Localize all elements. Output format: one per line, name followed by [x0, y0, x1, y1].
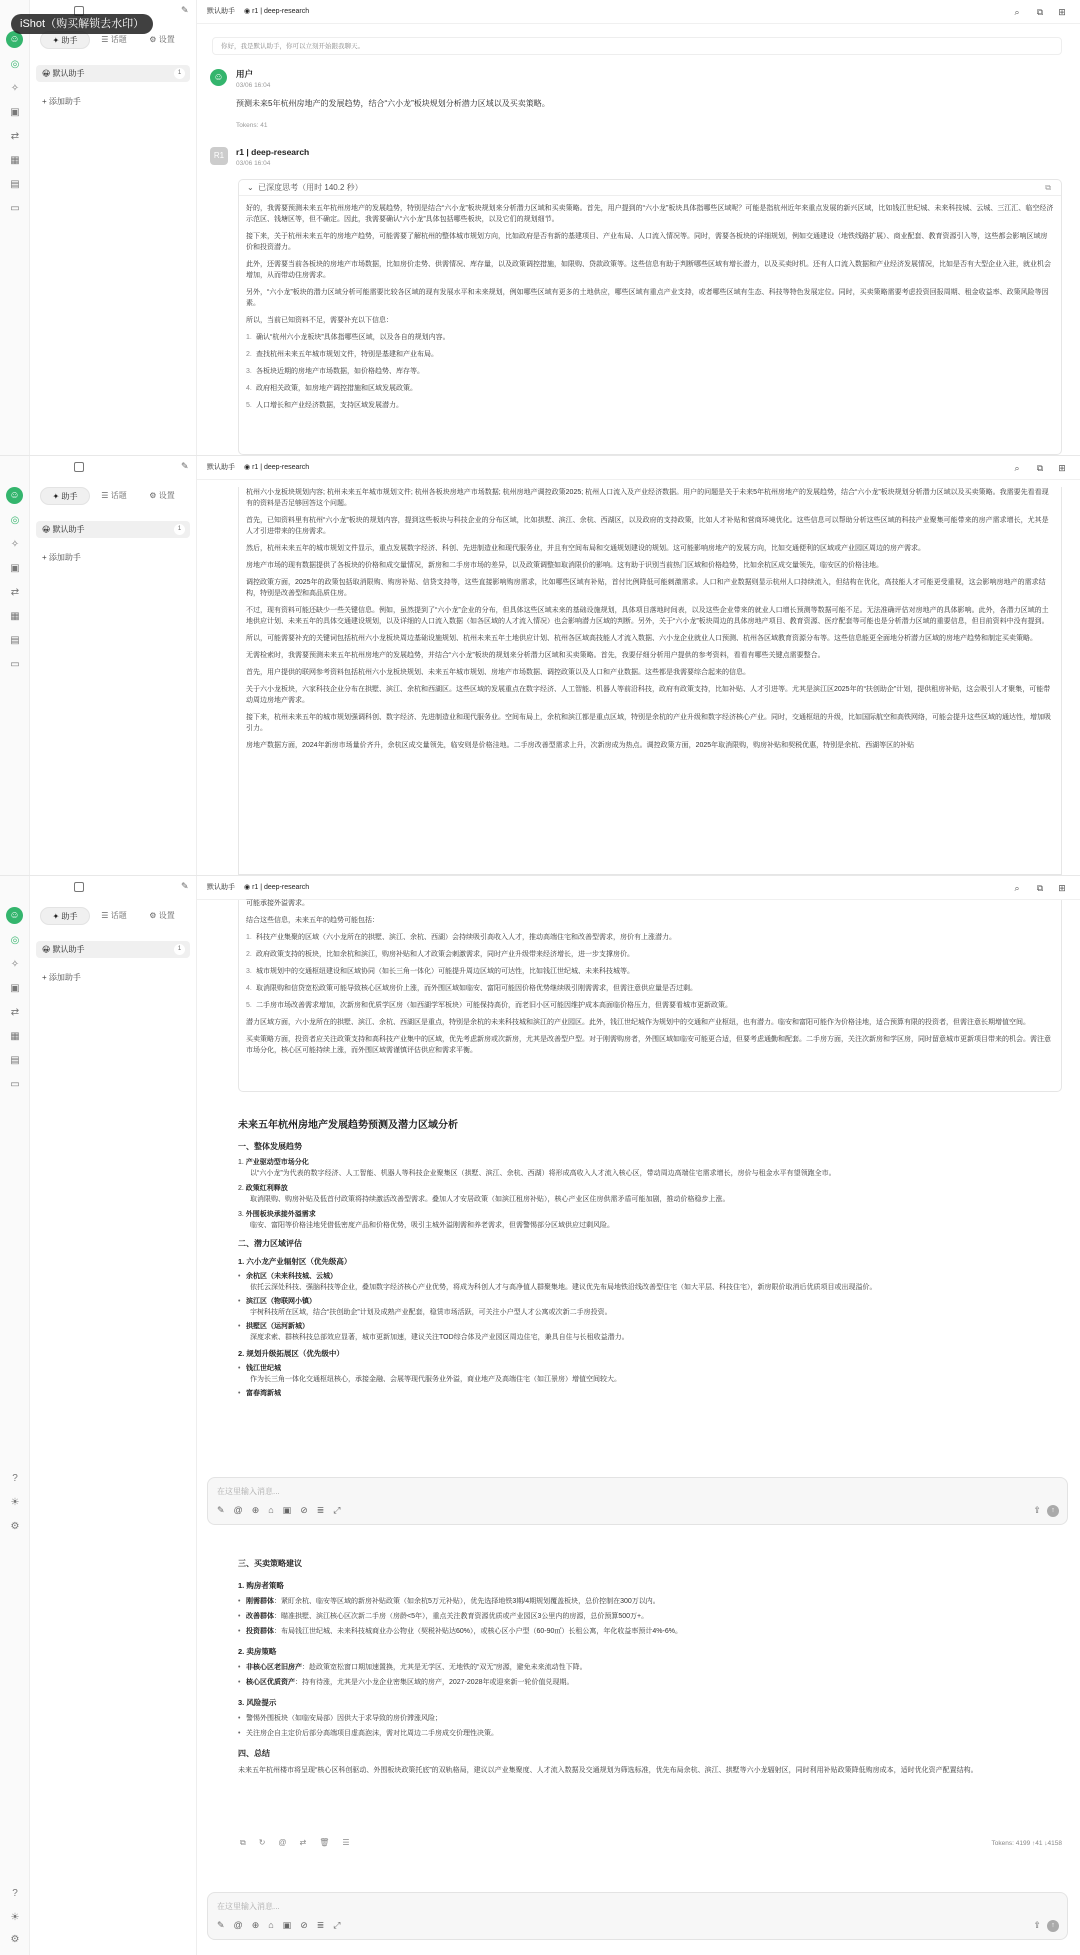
think-para: 所以，当前已知资料不足，需要补充以下信息：: [246, 317, 393, 324]
edit-icon[interactable]: ✎: [181, 881, 189, 891]
apps-icon[interactable]: ▦: [10, 611, 20, 622]
greeting-banner: 你好，我是默认助手，你可以立刻开始跟我聊天。: [212, 37, 1062, 55]
mention-icon[interactable]: @: [233, 1919, 243, 1930]
grid-icon[interactable]: ⊞: [1058, 7, 1066, 17]
edit-icon[interactable]: ✎: [181, 5, 189, 15]
translate-input-icon[interactable]: ⇪: [1033, 1919, 1041, 1930]
sparkle-icon[interactable]: ✧: [10, 83, 20, 94]
assistant-count-badge: 1: [174, 944, 185, 955]
regenerate-icon[interactable]: ↻: [258, 1838, 266, 1847]
image-upload-icon[interactable]: ▣: [282, 1504, 292, 1515]
list-item: • 富春湾新城: [238, 1388, 1062, 1399]
list-item-desc: 依托云深处科技、强脑科技等企业，叠加数字经济核心产业优势，将成为科创人才与高净值人群聚集地。建议优先布局地铁沿线改善型住宅（如大平层、科技住宅），新房限价取消后优质项目或出现溢价。: [250, 1284, 877, 1291]
list-item: • 核心区优质资产：持有待涨，尤其是六小龙企业密集区域的房产，2027-2028年或迎来新一轮价值兑现期。: [238, 1677, 1062, 1688]
sparkle-icon[interactable]: ✧: [10, 959, 20, 970]
tab-assistant[interactable]: ✦ 助手: [40, 31, 90, 49]
folder-icon[interactable]: ▭: [10, 203, 20, 214]
copy-icon[interactable]: ⧉: [1045, 183, 1051, 192]
sparkle-icon[interactable]: ✧: [10, 539, 20, 550]
files-icon[interactable]: ▤: [10, 179, 20, 190]
think-para: 不过，现有资料可能还缺少一些关键信息。例如，虽然提到了“六小龙”企业的分布，但具体这些区域未来的基础设施规划，具体项目落地时间表，以及这些企业带来的就业人口增长预测等数据可能不足。无法准确评估对房地产的具体影响。此外，各潜力区域的土地供应计划、未来五年的具体交通建设规划，以及详细的人口流入数据（如各区域的人才流入情况）也会影响潜力区域的判断。另外，关于“六小龙”板块周边的具体房地产项目、教育资源、医疗配套等可能也是分析潜力区域的重要信息，但目前资料中没有提到。: [246, 607, 1049, 625]
list-item: • 余杭区（未来科技城、云城）: [238, 1271, 1062, 1282]
list-item: • 非核心区老旧房产：趁政策宽松窗口期加速置换，尤其是无学区、无地铁的“双无”房源，避免未来流动性下降。: [238, 1662, 1062, 1673]
user-avatar-icon[interactable]: ☺: [6, 907, 23, 924]
sidebar-tabs: [40, 487, 186, 505]
thinking-box-continued: [238, 487, 1062, 875]
list-item: • 投资群体：布局钱江世纪城、未来科技城商业办公物业（契税补贴达60%），或核心区小户型（60-90㎡）长租公寓，年化收益率预计4%-6%。: [238, 1626, 1062, 1637]
user-avatar-icon[interactable]: ☺: [6, 31, 23, 48]
list-item: 5. 人口增长和产业经济数据，支持区域发展潜力。: [246, 402, 403, 409]
think-para: 首先，已知资料里有杭州“六小龙”板块的规划内容，提到这些板块与科技企业的分布区域，比如拱墅、滨江、余杭、西湖区，以及政府的支持政策，比如人才补贴和营商环境优化。这些信息可以帮助分析这些区域的科技产业聚集可能带来的房产需求增长，尤其是人才引进带来的住房需求。: [246, 517, 1049, 535]
watermark-badge: iShot（购买解锁去水印）: [11, 14, 153, 34]
bot-name: r1 | deep-research: [236, 147, 310, 157]
search-icon[interactable]: ⌕: [1014, 883, 1020, 893]
header-assistant[interactable]: 默认助手: [207, 884, 235, 891]
list-item: • 警惕外围板块（如临安局部）因供大于求导致的房价滞涨风险；: [238, 1713, 1062, 1724]
list-item: 2. 政策红利释放: [238, 1185, 288, 1192]
thinking-box: [238, 179, 1062, 455]
sidebar-tabs: [40, 907, 186, 925]
tab-settings[interactable]: ⚙ 设置: [149, 35, 175, 44]
layout-icon[interactable]: ⧉: [1036, 883, 1044, 893]
input-toolbar: [217, 1919, 340, 1933]
files-icon[interactable]: ▤: [10, 1055, 20, 1066]
list-item: • 拱墅区（运河新城）: [238, 1321, 1062, 1332]
think-para: 可能承接外溢需求。: [246, 900, 309, 907]
think-para: 关于六小龙板块，六家科技企业分布在拱墅、滨江、余杭和西湖区。这些区域的发展重点在数字经济、人工智能、机器人等前沿科技，政府有政策支持，比如补贴、人才引进等。尤其是滨江区2025年的“扶创助企”计划，提供租房补贴，这会吸引人才聚集，可能带动周边房地产需求。: [246, 686, 1051, 704]
quick-phrase-icon[interactable]: ≣: [316, 1504, 325, 1515]
list-item: 4. 取消限购和信贷宽松政策可能导致核心区域房价上涨，而外围区域如临安、富阳可能因价格优势继续吸引刚需需求，但需注意供应量是否过剩。: [246, 985, 697, 992]
list-item: • 改善群体：瞄准拱墅、滨江核心区次新二手房（房龄<5年），重点关注教育资源优质或产业园区3公里内的房源，总价预算500万+。: [238, 1611, 1062, 1622]
expand-icon[interactable]: ⤢: [333, 1504, 341, 1515]
assistant-sidebar: [30, 0, 197, 455]
message-input-box[interactable]: [207, 1477, 1068, 1525]
help-icon[interactable]: ?: [12, 1473, 18, 1484]
user-message-avatar: ☺: [210, 69, 227, 86]
theme-icon[interactable]: ☀: [10, 1497, 20, 1508]
expand-icon[interactable]: ⤢: [333, 1919, 341, 1930]
bot-time: 03/06 16:04: [236, 160, 271, 167]
subsection-heading: 3. 风险提示: [238, 1698, 277, 1707]
settings-icon[interactable]: ⚙: [10, 1934, 20, 1945]
think-para: 接下来，杭州未来五年的城市规划强调科创、数字经济、先进制造业和现代服务业。空间布局上，余杭和滨江都是重点区域，特别是余杭的产业升级和数字经济核心产业。同时，交通枢纽的升级，比如国际航空和高铁网络，可能会提升这些区域的通达性，增加吸引力。: [246, 714, 1051, 732]
summary-text: 未来五年杭州楼市将呈现“核心区科创驱动、外围板块政策托底”的双轨格局，建议以产业集聚度、人才流入数据及交通规划为筛选标准，优先布局余杭、滨江、拱墅等六小龙辐射区，同时利用补贴政策降低购房成本，适时优化资产配置结构。: [238, 1767, 978, 1774]
tab-topics[interactable]: ☰ 话题: [101, 491, 127, 500]
think-para: 首先，用户提供的联网参考资料包括杭州六小龙板块规划、未来五年城市规划、房地产市场数据、调控政策以及人口和产业数据。这些都是我需要综合起来的信息。: [246, 669, 750, 676]
answer-tokens: Tokens: 4199 ↑41 ↓4158: [991, 1840, 1062, 1847]
think-para: 潜力区域方面，六小龙所在的拱墅、滨江、余杭、西湖区是重点，特别是余杭的未来科技城和滨江的产业园区。此外，钱江世纪城作为规划中的交通和产业枢纽，也有潜力。临安和富阳可能作为价格洼地，适合预算有限的投资者，但需注意长期增值空间。: [246, 1019, 1030, 1026]
think-para: 所以，可能需要补充的关键词包括杭州六小龙板块周边基础设施规划、杭州未来五年土地供应计划、杭州各区域高技能人才流入数据、六小龙企业就业人口预测、杭州各区域教育资源分布等。这些信息能更全面地分析潜力区域的房地产趋势和制定买卖策略。: [246, 635, 1037, 642]
tab-assistant[interactable]: ✦ 助手: [40, 487, 90, 505]
list-item: 2. 查找杭州未来五年城市规划文件，特别是基建和产业布局。: [246, 351, 438, 358]
model-selector[interactable]: ◉ r1 | deep-research: [244, 884, 310, 891]
translate-icon[interactable]: ⇄: [10, 1007, 20, 1018]
list-item: • 滨江区（物联网小镇）: [238, 1296, 1062, 1307]
delete-icon[interactable]: 🗑: [319, 1838, 330, 1847]
think-para: 杭州六小龙板块规划内容; 杭州未来五年城市规划文件; 杭州各板块房地产市场数据; 杭州房地产调控政策2025; 杭州人口流入及产业经济数据。用户的问题是关于未来5年杭州房地产的发展趋势，结合“六小龙”板块规划分析潜力区域以及买卖策略。我需要先看看现有的资料是否足够回答这个问题。: [246, 489, 1049, 507]
think-para: 房地产数据方面，2024年新房市场量价齐升，余杭区成交量领先，临安则是价格洼地。二手房改善型需求上升，次新房成为热点。调控政策方面，2025年取消限购，购房补贴和契税优惠，特别是余杭、西湖等区的补贴: [246, 742, 915, 749]
assistant-name: 默认助手: [52, 525, 85, 534]
more-icon[interactable]: ☰: [342, 1838, 350, 1847]
list-item: 5. 二手房市场改善需求增加，次新房和优质学区房（如西湖学军板块）可能保持高价，而老旧小区可能因维护成本高面临价格压力，但需要看城市更新政策。: [246, 1002, 732, 1009]
search-icon[interactable]: ⌕: [1014, 7, 1020, 17]
message-input-box[interactable]: [207, 1892, 1068, 1940]
user-message: 预测未来5年杭州房地产的发展趋势，结合“六小龙”板块规划分析潜力区域以及买卖策略。: [236, 99, 550, 108]
list-item-desc: 宇树科技所在区域，结合“扶创助企”计划及成熟产业配套，稳赁市场活跃，可关注小户型人才公寓或次新二手房投资。: [250, 1309, 612, 1316]
left-rail: [0, 0, 30, 455]
think-para: 调控政策方面，2025年的政策包括取消限购、购房补贴、信贷支持等，这些直接影响购房需求，比如哪些区域有补贴，首付比例降低可能刺激需求。人口和产业数据则显示杭州人口持续流入，但结构在优化，高技能人才可能更受重视，这会影响房地产的需求结构，特别是改善型和高品质住房。: [246, 579, 1046, 597]
theme-icon[interactable]: ☀: [10, 1912, 20, 1923]
assistant-count-badge: 1: [174, 68, 185, 79]
translate-icon[interactable]: ⇄: [299, 1838, 307, 1847]
think-para: 另外，“六小龙”板块的潜力区域分析可能需要比较各区域的现有发展水平和未来规划，例如哪些区域有更多的土地供应，哪些区域有重点产业支持，或者哪些区域有生态、科技等特色发展定位。同时，买卖策略需要考虑投资回报周期、租金收益率、政策风险等因素。: [246, 289, 1049, 307]
user-name: 用户: [236, 69, 254, 79]
edit-icon[interactable]: ✎: [181, 461, 189, 471]
image-icon[interactable]: ▣: [10, 983, 20, 994]
model-selector[interactable]: ◉ r1 | deep-research: [244, 8, 310, 15]
list-item: 2. 政府政策支持的板块，比如余杭和滨江，购房补贴和人才政策会刺激需求，同时产业升级带来经济增长，进一步支撑房价。: [246, 951, 634, 958]
list-item: 1. 确认“杭州六小龙板块”具体指哪些区域，以及各自的规划内容。: [246, 334, 450, 341]
sidebar-toggle-icon[interactable]: [74, 462, 84, 472]
knowledge-icon[interactable]: ⌂: [268, 1919, 274, 1930]
sidebar-toggle-icon[interactable]: [74, 882, 84, 892]
left-rail: [0, 456, 30, 875]
thinking-header[interactable]: ⌄ 已深度思考（用时 140.2 秒） ⧉: [239, 180, 1061, 196]
assistant-name: 默认助手: [52, 69, 85, 78]
thinking-box-end: [238, 900, 1062, 1092]
settings-icon[interactable]: ⚙: [10, 1521, 20, 1532]
apps-icon[interactable]: ▦: [10, 155, 20, 166]
list-item: 1. 产业驱动型市场分化: [238, 1159, 309, 1166]
bot-avatar: R1: [210, 147, 228, 165]
send-button[interactable]: ↑: [1047, 1920, 1059, 1932]
top-bar: [197, 456, 1080, 480]
list-item-desc: 取消限购、购房补贴及低首付政策将持续激活改善型需求。叠加人才安居政策（如滨江租房补贴），核心产业区住房供需矛盾可能加剧，推动价格稳步上涨。: [250, 1196, 730, 1203]
attach-icon[interactable]: ⊘: [300, 1919, 308, 1930]
knowledge-icon[interactable]: ⌂: [268, 1504, 274, 1515]
answer-document-continued: [238, 1551, 1062, 1776]
assistant-sidebar: [30, 456, 197, 875]
web-search-icon[interactable]: ⊕: [251, 1504, 260, 1515]
translate-input-icon[interactable]: ⇪: [1033, 1504, 1041, 1515]
subsection-heading: 1. 六小龙产业辐射区（优先级高）: [238, 1257, 352, 1266]
assistant-name: 默认助手: [52, 945, 85, 954]
layout-icon[interactable]: ⧉: [1036, 7, 1044, 17]
model-selector[interactable]: ◉ r1 | deep-research: [244, 464, 310, 471]
think-para: 结合这些信息，未来五年的趋势可能包括：: [246, 917, 379, 924]
folder-icon[interactable]: ▭: [10, 659, 20, 670]
list-item: 3. 外围板块承接外溢需求: [238, 1211, 316, 1218]
image-icon[interactable]: ▣: [10, 563, 20, 574]
subsection-heading: 2. 卖房策略: [238, 1647, 277, 1656]
message-input[interactable]: 在这里输入消息...: [217, 1487, 280, 1496]
add-assistant-button[interactable]: + 添加助手: [42, 553, 81, 562]
add-assistant-button[interactable]: + 添加助手: [42, 97, 81, 106]
user-tokens: Tokens: 41: [236, 122, 268, 129]
send-button[interactable]: ↑: [1047, 1505, 1059, 1517]
quick-phrase-icon[interactable]: ≣: [316, 1919, 325, 1930]
search-icon[interactable]: ⌕: [1014, 463, 1020, 473]
tab-topics[interactable]: ☰ 话题: [101, 911, 127, 920]
folder-icon[interactable]: ▭: [10, 1079, 20, 1090]
list-item: 1. 科技产业集聚的区域（六小龙所在的拱墅、滨江、余杭、西湖）会持续吸引高收入人才，推动高端住宅和改善型需求，房价有上涨潜力。: [246, 934, 676, 941]
trend-list: [246, 932, 1054, 1011]
think-para: 无需检索时，我需要预测未来五年杭州房地产的发展趋势，并结合“六小龙”板块的规划来分析潜力区域和买卖策略。首先，我要仔细分析用户提供的参考资料，看看有哪些关键点需要整合。: [246, 652, 825, 659]
list-item-desc: 临安、富阳等价格洼地凭借低密度产品和价格优势，吸引主城外溢刚需和养老需求，但需警惕部分区域供应过剩风险。: [250, 1222, 614, 1229]
think-para: 房地产市场的现有数据提供了各板块的价格和成交量情况，新房和二手房市场的差异，以及政策调整如取消限价的影响。这有助于识别当前热门区域和价格趋势，比如余杭区成交量领先，临安区的价格洼地。: [246, 562, 883, 569]
grid-icon[interactable]: ⊞: [1058, 463, 1066, 473]
header-assistant[interactable]: 默认助手: [207, 8, 235, 15]
chat-icon[interactable]: ◎: [10, 515, 20, 526]
assistant-item-default[interactable]: 😀 默认助手 1: [36, 65, 190, 82]
web-search-icon[interactable]: ⊕: [251, 1919, 260, 1930]
think-para: 买卖策略方面，投资者应关注政策支持和高科技产业集中的区域，优先考虑新房或次新房，尤其是改善型户型。对于刚需购房者，外围区域如临安可能更合适，但要考虑通勤和配套。二手房方面，关注次新房和学区房，同时留意城市更新项目带来的机会。需注意市场分化，核心区可能持续上涨，而外围区域需谨慎评估供应和需求平衡。: [246, 1036, 1051, 1054]
think-para: 好的，我需要预测未来五年杭州房地产的发展趋势，特别是结合“六小龙”板块规划来分析潜力区域和买卖策略。首先，用户提到的“六小龙”板块具体指哪些区域呢？可能是指杭州近年来重点发展的新兴区域，比如钱江世纪城、未来科技城、云城、三江汇、临空经济示范区、钱塘区等，但不确定。因此，我需要确认“六小龙”具体包括哪些板块，以及它们的规划细节。: [246, 205, 1054, 223]
list-item: 3. 各板块近期的房地产市场数据，如价格趋势、库存等。: [246, 368, 424, 375]
copy-icon[interactable]: ⧉: [240, 1838, 246, 1847]
think-para: 然后，杭州未来五年的城市规划文件显示，重点发展数字经济、科创、先进制造业和现代服务业，并且有空间布局和交通规划建设的规划。这可能影响房地产的发展方向，比如交通便利的区域或产业园区周边的房产需求。: [246, 545, 925, 552]
window-panel-1: [0, 0, 1080, 455]
user-time: 03/06 16:04: [236, 82, 271, 89]
tab-settings[interactable]: ⚙ 设置: [149, 491, 175, 500]
window-panel-3: [0, 875, 1080, 1955]
list-item-desc: 以“六小龙”为代表的数字经济、人工智能、机器人等科技企业聚集区（拱墅、滨江、余杭、西湖）将形成高收入人才流入核心区，带动周边高端住宅需求增长，房价与租金水平有望领跑全市。: [250, 1170, 836, 1177]
assistant-item-default[interactable]: 😀 默认助手 1: [36, 941, 190, 958]
chat-icon[interactable]: ◎: [10, 935, 20, 946]
window-panel-2: [0, 455, 1080, 875]
image-icon[interactable]: ▣: [10, 107, 20, 118]
mention-icon[interactable]: @: [278, 1838, 287, 1847]
answer-title: 未来五年杭州房地产发展趋势预测及潜力区域分析: [238, 1120, 458, 1131]
translate-icon[interactable]: ⇄: [10, 587, 20, 598]
image-upload-icon[interactable]: ▣: [282, 1919, 292, 1930]
message-actions: [240, 1837, 350, 1849]
tab-assistant[interactable]: ✦ 助手: [40, 907, 90, 925]
list-item: 4. 政府相关政策，如房地产调控措施和区域发展政策。: [246, 385, 417, 392]
list-item: • 关注房企自主定价后部分高端项目虚高泡沫，需对比周边二手房成交价理性决策。: [238, 1728, 1062, 1739]
assistant-count-badge: 1: [174, 524, 185, 535]
list-item: • 刚需群体：紧盯余杭、临安等区域的新房补贴政策（如余杭5万元补贴），优先选择地铁3期/4期规划覆盖板块，总价控制在300万以内。: [238, 1596, 1062, 1607]
chat-icon[interactable]: ◎: [10, 59, 20, 70]
think-para: 接下来，关于杭州未来五年的房地产趋势，可能需要了解杭州的整体城市规划方向，比如政府是否有新的基建项目、产业布局、人口流入情况等。同时，需要各板块的详细规划，例如交通建设（地铁线路扩展）、商业配套、教育资源引入等，这些都会影响区域房价和投资潜力。: [246, 233, 1048, 251]
subsection-heading: 2. 规划升级拓展区（优先级中）: [238, 1349, 344, 1358]
top-bar: [197, 0, 1080, 24]
assistant-item-default[interactable]: 😀 默认助手 1: [36, 521, 190, 538]
list-item-desc: 作为长三角一体化交通枢纽核心，承接金融、会展等现代服务业外溢，商业地产及高端住宅（如江景房）增值空间较大。: [250, 1376, 621, 1383]
layout-icon[interactable]: ⧉: [1036, 463, 1044, 473]
help-icon[interactable]: ?: [12, 1888, 18, 1899]
left-rail: [0, 876, 30, 1955]
input-toolbar: [217, 1504, 340, 1518]
new-topic-icon[interactable]: ✎: [217, 1919, 225, 1930]
header-assistant[interactable]: 默认助手: [207, 464, 235, 471]
list-item: • 钱江世纪城: [238, 1363, 1062, 1374]
translate-icon[interactable]: ⇄: [10, 131, 20, 142]
assistant-sidebar: [30, 876, 197, 1955]
subsection-heading: 1. 购房者策略: [238, 1581, 284, 1590]
info-list: [246, 332, 1054, 411]
tab-settings[interactable]: ⚙ 设置: [149, 911, 175, 920]
user-avatar-icon[interactable]: ☺: [6, 487, 23, 504]
files-icon[interactable]: ▤: [10, 635, 20, 646]
grid-icon[interactable]: ⊞: [1058, 883, 1066, 893]
list-item: 3. 城市规划中的交通枢纽建设和区域协同（如长三角一体化）可能提升周边区域的可达性，比如钱江世纪城、未来科技城等。: [246, 968, 634, 975]
tab-topics[interactable]: ☰ 话题: [101, 35, 127, 44]
section-heading: 一、整体发展趋势: [238, 1142, 302, 1151]
section-heading: 四、总结: [238, 1749, 270, 1758]
mention-icon[interactable]: @: [233, 1504, 243, 1515]
answer-document: [238, 1118, 1062, 1397]
think-para: 此外，还需要当前各板块的房地产市场数据，比如房价走势、供需情况、库存量，以及政策调控措施，如限购、贷款政策等。这些信息有助于判断哪些区域有增长潜力，以及买卖时机。还有人口流入数据和产业经济发展情况，比如是否有大型企业入驻，就业机会增加，从而带动住房需求。: [246, 261, 1051, 279]
attach-icon[interactable]: ⊘: [300, 1504, 308, 1515]
section-heading: 三、买卖策略建议: [238, 1559, 302, 1568]
message-input[interactable]: 在这里输入消息...: [217, 1902, 280, 1911]
new-topic-icon[interactable]: ✎: [217, 1504, 225, 1515]
list-item-desc: 深度求索、群核科技总部效应显著，城市更新加速，建议关注TOD综合体及产业园区周边住宅，兼具自住与长租收益潜力。: [250, 1334, 629, 1341]
add-assistant-button[interactable]: + 添加助手: [42, 973, 81, 982]
apps-icon[interactable]: ▦: [10, 1031, 20, 1042]
top-bar: [197, 876, 1080, 900]
section-heading: 二、潜力区域评估: [238, 1239, 302, 1248]
